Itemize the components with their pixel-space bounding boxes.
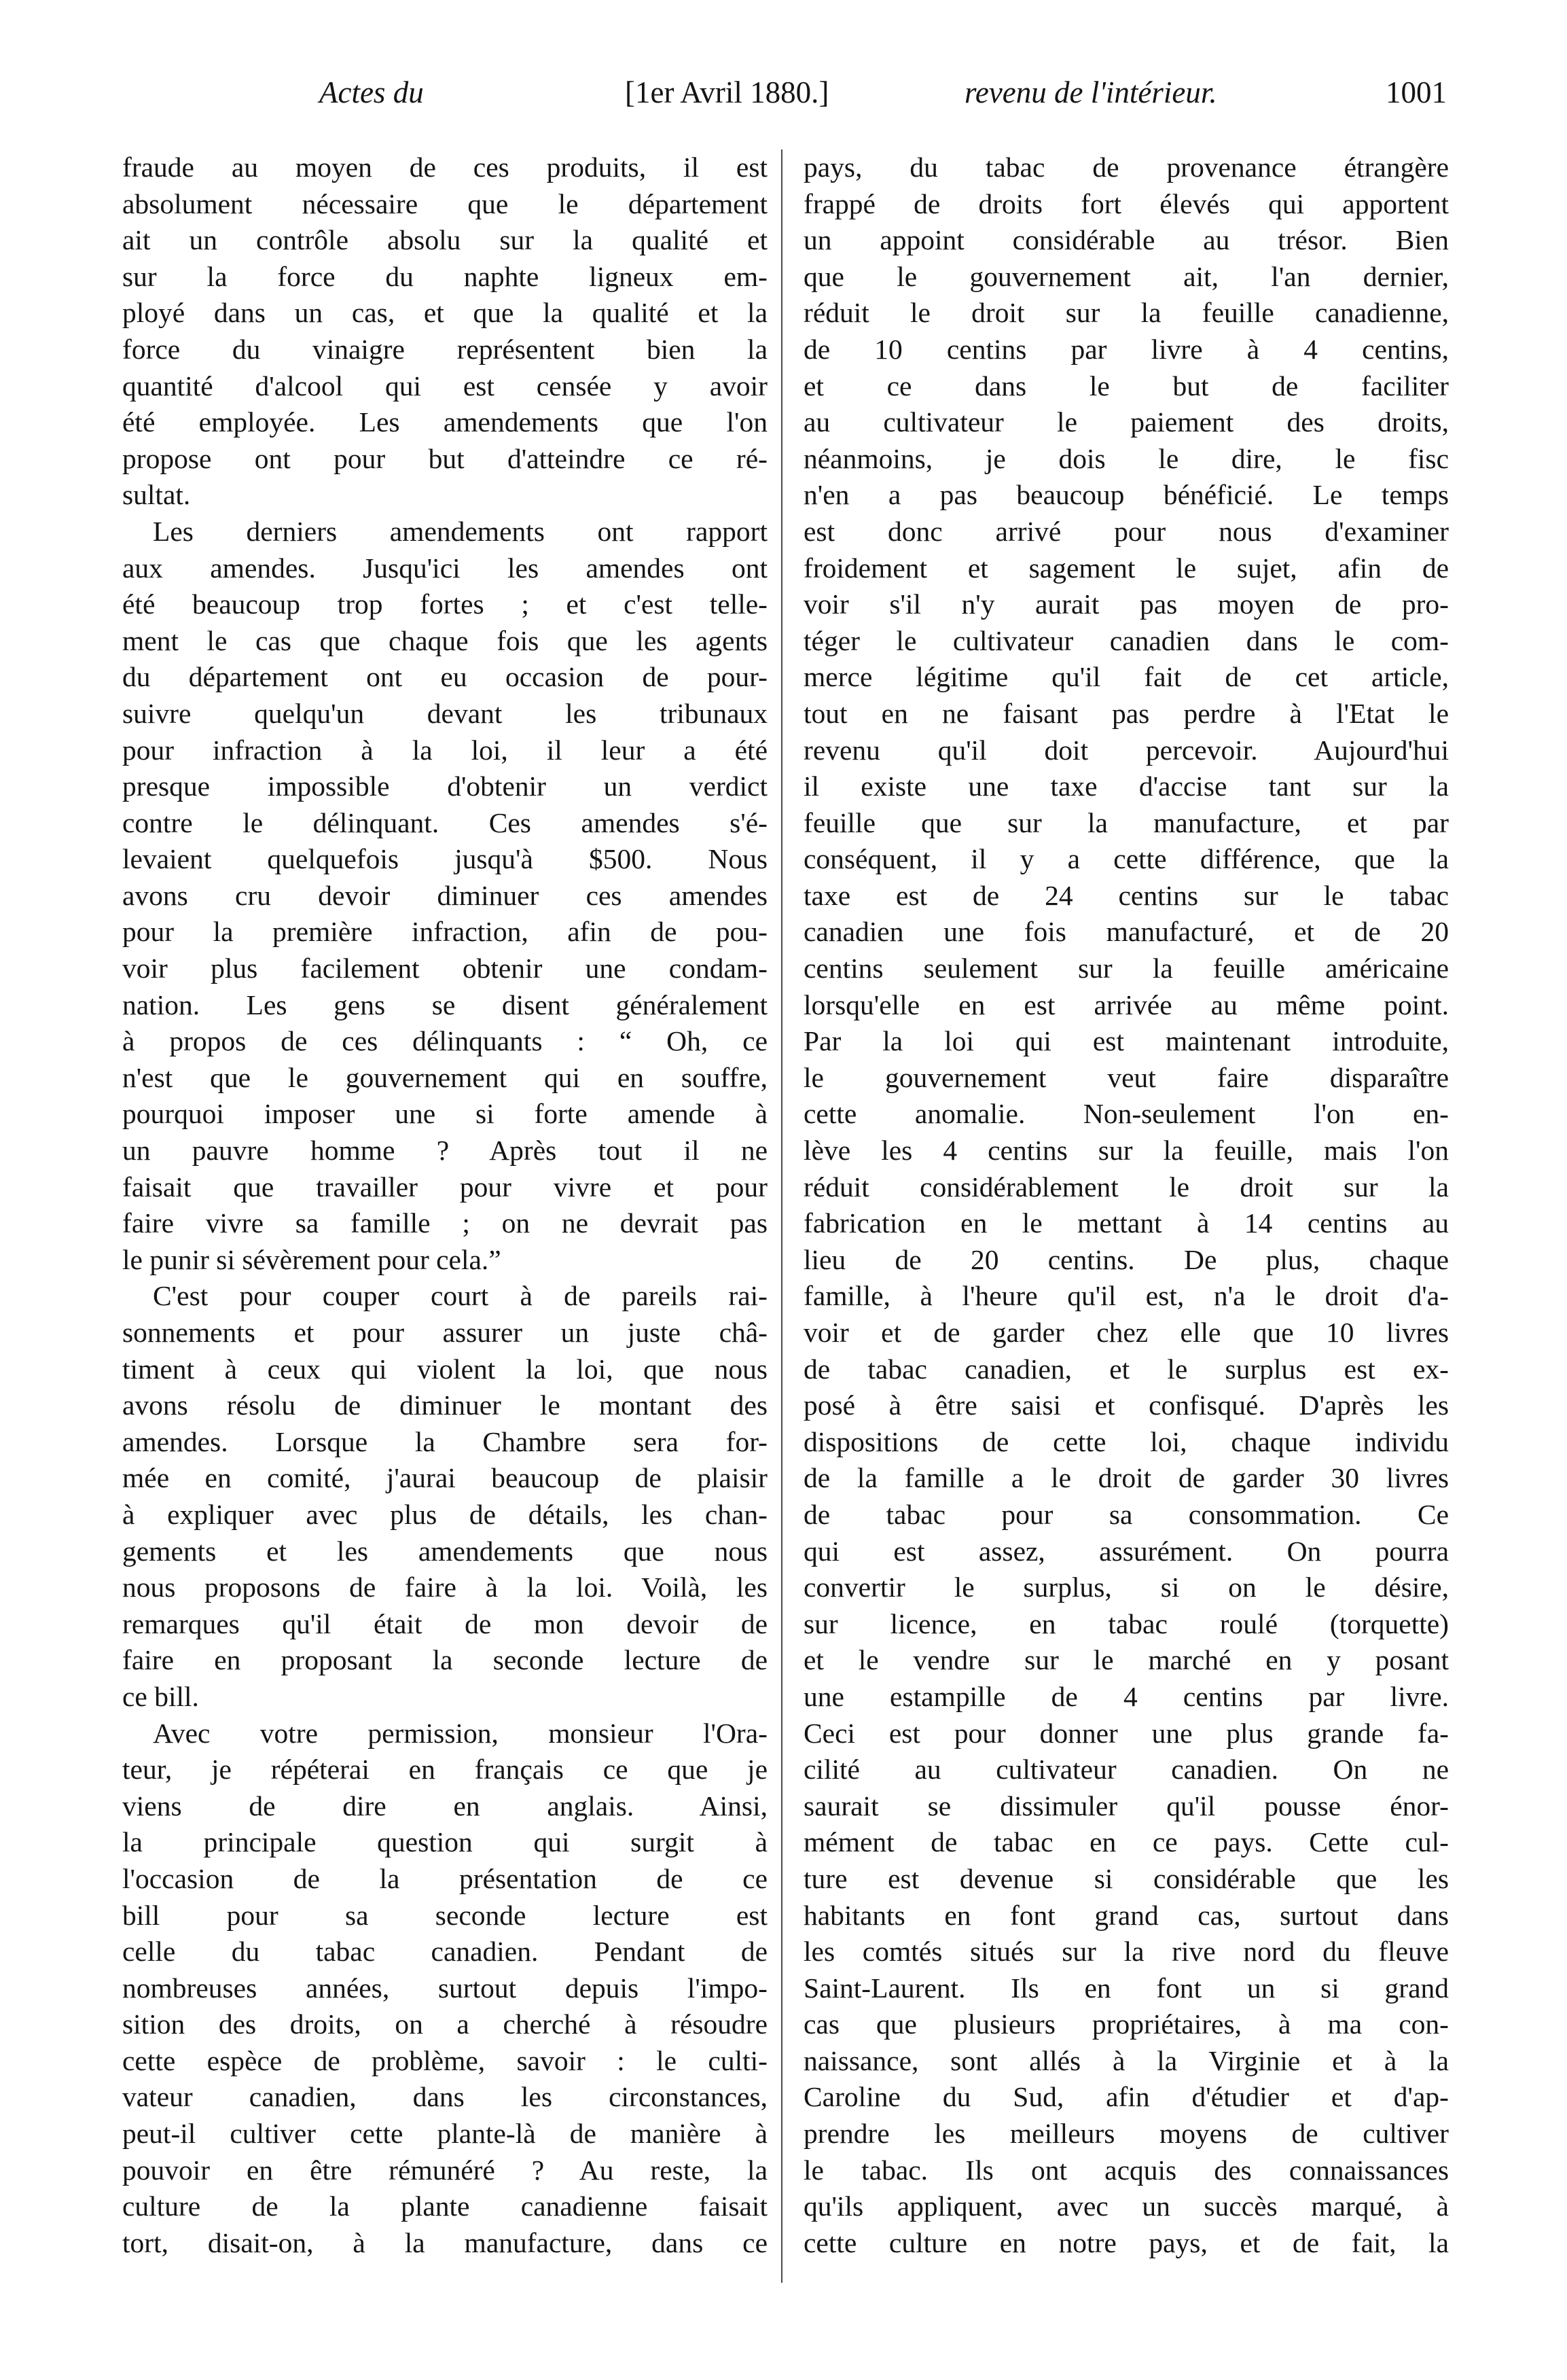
right-column-line: n'en a pas beaucoup bénéficié. Le temps (804, 479, 1449, 511)
right-column-line: Ceci est pour donner une plus grande fa- (804, 1717, 1449, 1749)
column-divider (781, 149, 782, 2283)
right-column-line: est donc arrivé pour nous d'examiner (804, 515, 1449, 547)
left-column-line: sur la force du naphte ligneux em- (122, 260, 768, 292)
right-column-line: au cultivateur le paiement des droits, (804, 406, 1449, 438)
right-column-line: de tabac canadien, et le surplus est ex- (804, 1353, 1449, 1385)
left-column-line: bill pour sa seconde lecture est (122, 1899, 768, 1931)
right-column-line: Caroline du Sud, afin d'étudier et d'ap- (804, 2081, 1449, 2113)
left-column-line: timent à ceux qui violent la loi, que nous (122, 1353, 768, 1385)
left-column-line: voir plus facilement obtenir une condam- (122, 953, 768, 984)
right-column-line: cilité au cultivateur canadien. On ne (804, 1754, 1449, 1786)
left-column-line: remarques qu'il était de mon devoir de (122, 1608, 768, 1639)
right-column-line: tout en ne faisant pas perdre à l'Etat le (804, 697, 1449, 729)
left-column-line: sition des droits, on a cherché à résoudre (122, 2008, 768, 2040)
left-column-line: presque impossible d'obtenir un verdict (122, 770, 768, 802)
left-column (122, 149, 768, 2261)
right-column-line: de la famille a le droit de garder 30 livres (804, 1462, 1449, 1494)
left-column-line: peut-il cultiver cette plante-là de manière à (122, 2118, 768, 2150)
left-column-line: l'occasion de la présentation de ce (122, 1862, 768, 1894)
left-column-line: celle du tabac canadien. Pendant de (122, 1936, 768, 1968)
left-column-line: pourquoi imposer une si forte amende à (122, 1098, 768, 1130)
left-column-line: cette espèce de problème, savoir : le culti- (122, 2044, 768, 2076)
left-column-line: la principale question qui surgit à (122, 1826, 768, 1858)
left-column-line: amendes. Lorsque la Chambre sera for- (122, 1425, 768, 1457)
left-column-line: sultat. (122, 479, 191, 511)
left-column-line: gements et les amendements que nous (122, 1535, 768, 1567)
left-column-line: Les derniers amendements ont rapport (153, 515, 768, 547)
page-number: 1001 (1386, 75, 1447, 109)
header-date: [1er Avril 1880.] (625, 75, 829, 109)
right-column-line: cette anomalie. Non-seulement l'on en- (804, 1098, 1449, 1130)
right-column-line: cas que plusieurs propriétaires, à ma con- (804, 2008, 1449, 2040)
left-column-line: quantité d'alcool qui est censée y avoir (122, 370, 768, 402)
right-column-line: ture est devenue si considérable que les (804, 1862, 1449, 1894)
right-column-line: lève les 4 centins sur la feuille, mais l'on (804, 1135, 1449, 1167)
right-column-line: Par la loi qui est maintenant introduite, (804, 1025, 1449, 1057)
right-column-line: conséquent, il y a cette différence, que la (804, 843, 1449, 875)
right-column-line: réduit considérablement le droit sur la (804, 1171, 1449, 1203)
right-column-line: merce légitime qu'il fait de cet article, (804, 661, 1449, 693)
left-column-line: nous proposons de faire à la loi. Voilà, les (122, 1571, 768, 1603)
left-column-line: le punir si sévèrement pour cela.” (122, 1243, 501, 1275)
left-column-line: fraude au moyen de ces produits, il est (122, 152, 768, 183)
right-column-line: frappé de droits fort élevés qui apportent (804, 188, 1449, 219)
right-column-line: froidement et sagement le sujet, afin de (804, 552, 1449, 584)
right-column-line: canadien une fois manufacturé, et de 20 (804, 916, 1449, 948)
right-column-line: réduit le droit sur la feuille canadienne, (804, 297, 1449, 329)
header-left: Actes du (319, 75, 424, 109)
right-column-line: cette culture en notre pays, et de fait, la (804, 2226, 1449, 2258)
left-column-line: tort, disait-on, à la manufacture, dans ce (122, 2226, 768, 2258)
right-column-line: mément de tabac en ce pays. Cette cul- (804, 1826, 1449, 1858)
left-column-line: mée en comité, j'aurai beaucoup de plaisir (122, 1462, 768, 1494)
running-header (319, 75, 1447, 136)
right-column-line: de 10 centins par livre à 4 centins, (804, 333, 1449, 365)
left-column-line: suivre quelqu'un devant les tribunaux (122, 697, 768, 729)
left-column-line: viens de dire en anglais. Ainsi, (122, 1790, 768, 1822)
right-column-line: que le gouvernement ait, l'an dernier, (804, 260, 1449, 292)
right-column-line: saurait se dissimuler qu'il pousse énor- (804, 1790, 1449, 1822)
left-column-line: été employée. Les amendements que l'on (122, 406, 768, 438)
right-column-line: pays, du tabac de provenance étrangère (804, 152, 1449, 183)
left-column-line: un pauvre homme ? Après tout il ne (122, 1135, 768, 1167)
left-column-line: pouvoir en être rémunéré ? Au reste, la (122, 2154, 768, 2186)
left-column-line: ce bill. (122, 1680, 199, 1712)
right-column-line: Saint-Laurent. Ils en font un si grand (804, 1972, 1449, 2004)
left-column-line: C'est pour couper court à de pareils rai- (153, 1280, 768, 1312)
left-column-line: levaient quelquefois jusqu'à $500. Nous (122, 843, 768, 875)
left-column-line: faisait que travailler pour vivre et pour (122, 1171, 768, 1203)
right-column-line: naissance, sont allés à la Virginie et à la (804, 2044, 1449, 2076)
left-column-line: nombreuses années, surtout depuis l'impo- (122, 1972, 768, 2004)
left-column-line: pour la première infraction, afin de pou- (122, 916, 768, 948)
right-column-line: de tabac pour sa consommation. Ce (804, 1498, 1449, 1530)
right-column-line: habitants en font grand cas, surtout dans (804, 1899, 1449, 1931)
left-column-line: force du vinaigre représentent bien la (122, 333, 768, 365)
right-column-line: qui est assez, assurément. On pourra (804, 1535, 1449, 1567)
left-column-line: ment le cas que chaque fois que les agents (122, 624, 768, 656)
left-column-line: faire en proposant la seconde lecture de (122, 1644, 768, 1676)
right-column-line: lorsqu'elle en est arrivée au même point. (804, 989, 1449, 1020)
right-column-line: le tabac. Ils ont acquis des connaissances (804, 2154, 1449, 2186)
right-column-line: voir s'il n'y aurait pas moyen de pro- (804, 588, 1449, 620)
right-column-line: lieu de 20 centins. De plus, chaque (804, 1243, 1449, 1275)
left-column-line: absolument nécessaire que le département (122, 188, 768, 219)
right-column-line: il existe une taxe d'accise tant sur la (804, 770, 1449, 802)
right-column-line: les comtés situés sur la rive nord du fleuve (804, 1936, 1449, 1968)
left-column-line: n'est que le gouvernement qui en souffre, (122, 1061, 768, 1093)
right-column-line: une estampille de 4 centins par livre. (804, 1680, 1449, 1712)
right-column-line: le gouvernement veut faire disparaître (804, 1061, 1449, 1093)
right-column-line: fabrication en le mettant à 14 centins au (804, 1207, 1449, 1239)
left-column-line: culture de la plante canadienne faisait (122, 2190, 768, 2222)
right-column-line: voir et de garder chez elle que 10 livres (804, 1317, 1449, 1348)
right-column-line: centins seulement sur la feuille américaine (804, 953, 1449, 984)
right-column-line: et ce dans le but de faciliter (804, 370, 1449, 402)
right-column-line: taxe est de 24 centins sur le tabac (804, 879, 1449, 911)
left-column-line: contre le délinquant. Ces amendes s'é- (122, 806, 768, 838)
left-column-line: sonnements et pour assurer un juste châ- (122, 1317, 768, 1348)
header-right: revenu de l'intérieur. (965, 75, 1217, 109)
left-column-line: vateur canadien, dans les circonstances, (122, 2081, 768, 2113)
right-column-line: revenu qu'il doit percevoir. Aujourd'hui (804, 734, 1449, 766)
left-column-line: à expliquer avec plus de détails, les chan- (122, 1498, 768, 1530)
left-column-line: à propos de ces délinquants : “ Oh, ce (122, 1025, 768, 1057)
right-column-line: dispositions de cette loi, chaque individu (804, 1425, 1449, 1457)
right-column-line: néanmoins, je dois le dire, le fisc (804, 442, 1449, 474)
left-column-line: été beaucoup trop fortes ; et c'est telle- (122, 588, 768, 620)
left-column-line: ait un contrôle absolu sur la qualité et (122, 224, 768, 256)
right-column-line: un appoint considérable au trésor. Bien (804, 224, 1449, 256)
left-column-line: ployé dans un cas, et que la qualité et la (122, 297, 768, 329)
right-column-line: téger le cultivateur canadien dans le com- (804, 624, 1449, 656)
right-column-line: qu'ils appliquent, avec un succès marqué, à (804, 2190, 1449, 2222)
right-column-line: sur licence, en tabac roulé (torquette) (804, 1608, 1449, 1639)
right-column-line: convertir le surplus, si on le désire, (804, 1571, 1449, 1603)
right-column-line: feuille que sur la manufacture, et par (804, 806, 1449, 838)
left-column-line: du département ont eu occasion de pour- (122, 661, 768, 693)
left-column-line: faire vivre sa famille ; on ne devrait pas (122, 1207, 768, 1239)
left-column-line: avons cru devoir diminuer ces amendes (122, 879, 768, 911)
left-column-line: pour infraction à la loi, il leur a été (122, 734, 768, 766)
left-column-line: propose ont pour but d'atteindre ce ré- (122, 442, 768, 474)
right-column-line: et le vendre sur le marché en y posant (804, 1644, 1449, 1676)
left-column-line: aux amendes. Jusqu'ici les amendes ont (122, 552, 768, 584)
left-column-line: nation. Les gens se disent généralement (122, 989, 768, 1020)
right-column (804, 149, 1449, 2261)
right-column-line: famille, à l'heure qu'il est, n'a le droit d'a- (804, 1280, 1449, 1312)
right-column-line: prendre les meilleurs moyens de cultiver (804, 2118, 1449, 2150)
right-column-line: posé à être saisi et confisqué. D'après les (804, 1389, 1449, 1421)
left-column-line: Avec votre permission, monsieur l'Ora- (153, 1717, 768, 1749)
left-column-line: teur, je répéterai en français ce que je (122, 1754, 768, 1786)
left-column-line: avons résolu de diminuer le montant des (122, 1389, 768, 1421)
